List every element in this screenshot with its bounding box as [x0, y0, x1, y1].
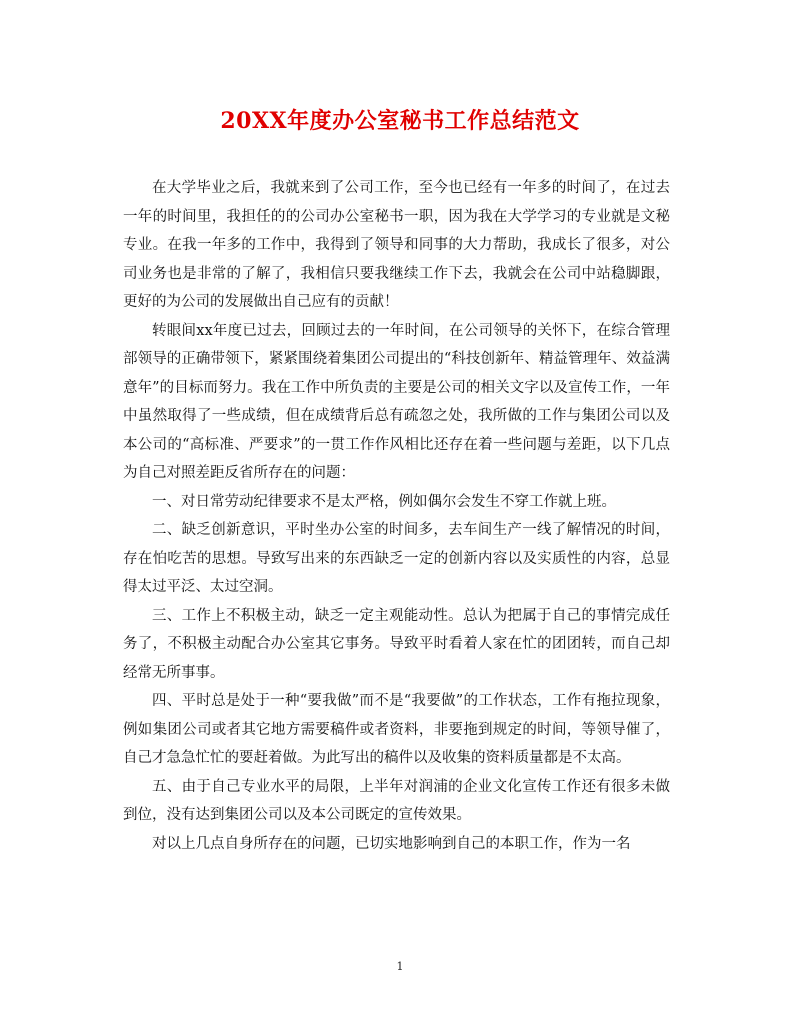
paragraph-issue-3: 三、工作上不积极主动，缺乏一定主观能动性。总认为把属于自己的事情完成任务了，不积极主动配合办公室其它事务。导致平时看着人家在忙的团团转，而自己却经常无所事事。 — [123, 607, 670, 681]
document-body — [123, 174, 670, 858]
paragraph-review: 转眼间xx年度已过去，回顾过去的一年时间，在公司领导的关怀下，在综合管理部领导的正确带领下，紧紧围绕着集团公司提出的“科技创新年、精益管理年、效益满意年”的目标而努力。我在工作中所负责的主要是公司的相关文字以及宣传工作，一年中虽然取得了一些成绩，但在成绩背后总有疏忽之处，我所做的工作与集团公司以及本公司的“高标准、严要求”的一贯工作作风相比还存在着一些问题与差距，以下几点为自己对照差距反省所存在的问题： — [123, 322, 670, 481]
paragraph-conclusion-start: 对以上几点自身所存在的问题，已切实地影响到自己的本职工作，作为一名 — [152, 835, 631, 852]
paragraph-issue-2: 二、缺乏创新意识，平时坐办公室的时间多，去车间生产一线了解情况的时间，存在怕吃苦的思想。导致写出来的东西缺乏一定的创新内容以及实质性的内容，总显得太过平泛、太过空洞。 — [123, 522, 670, 595]
page-number: 1 — [396, 960, 404, 973]
document-title: 20XX年度办公室秘书工作总结范文 — [220, 108, 580, 134]
paragraph-issue-5: 五、由于自己专业水平的局限，上半年对润浦的企业文化宣传工作还有很多未做到位，没有达到集团公司以及本公司既定的宣传效果。 — [123, 778, 670, 823]
paragraph-intro: 在大学毕业之后，我就来到了公司工作，至今也已经有一年多的时间了，在过去一年的时间里，我担任的的公司办公室秘书一职，因为我在大学学习的专业就是文秘专业。在我一年多的工作中，我得到了领导和同事的大力帮助，我成长了很多，对公司业务也是非常的了解了，我相信只要我继续工作下去，我就会在公司中站稳脚跟，更好的为公司的发展做出自己应有的贡献！ — [123, 180, 670, 310]
paragraph-issue-4: 四、平时总是处于一种“要我做”而不是“我要做”的工作状态，工作有拖拉现象，例如集团公司或者其它地方需要稿件或者资料，非要拖到规定的时间，等领导催了，自己才急急忙忙的要赶着做。为此写出的稿件以及收集的资料质量都是不太高。 — [123, 693, 670, 766]
paragraph-issue-1: 一、对日常劳动纪律要求不是太严格，例如偶尔会发生不穿工作就上班。 — [152, 493, 616, 510]
